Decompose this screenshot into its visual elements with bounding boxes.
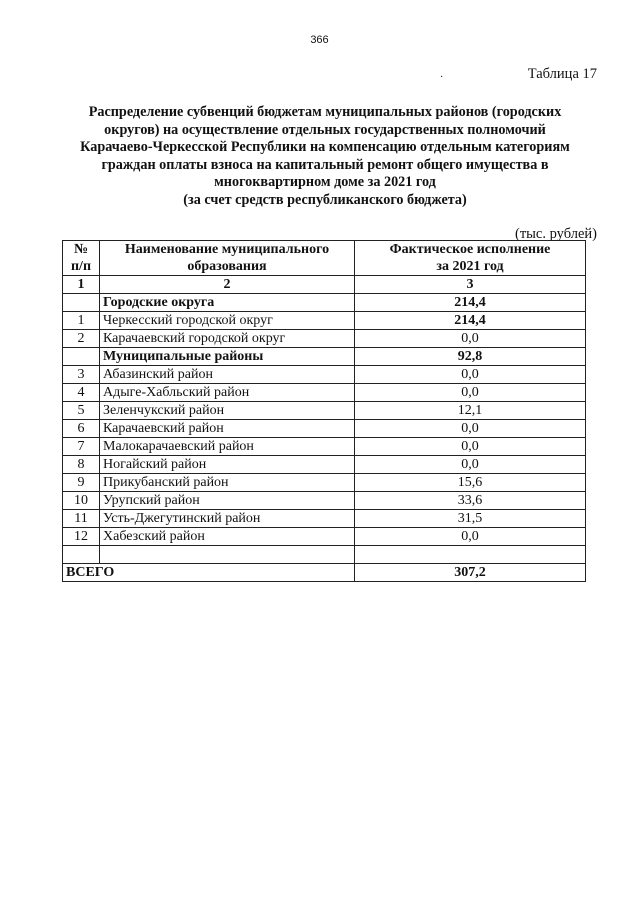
table-row-group-districts	[63, 348, 586, 366]
row-value: 92,8	[355, 348, 586, 366]
table-row-group-urban	[63, 294, 586, 312]
row-name: Хабезский район	[100, 528, 355, 546]
table-row	[63, 420, 586, 438]
row-name: Черкесский городской округ	[100, 312, 355, 330]
header-value-line: за 2021 год	[436, 259, 504, 274]
row-num: 10	[63, 492, 100, 510]
header-name-line: Наименование муниципального	[124, 242, 330, 257]
row-value: 0,0	[355, 330, 586, 348]
index-cell: 2	[100, 276, 355, 294]
row-num: 3	[63, 366, 100, 384]
index-cell: 3	[355, 276, 586, 294]
table-row	[63, 510, 586, 528]
row-value: 214,4	[355, 312, 586, 330]
total-label: ВСЕГО	[63, 564, 355, 582]
row-num: 8	[63, 456, 100, 474]
row-value: 0,0	[355, 384, 586, 402]
title-line: (за счет средств республиканского бюджета)	[183, 191, 467, 208]
row-name: Усть-Джегутинский район	[100, 510, 355, 528]
table-row	[63, 438, 586, 456]
row-name: Карачаевский городской округ	[100, 330, 355, 348]
title-line: Карачаево-Черкесской Республики на компенсацию отдельным категориям	[80, 139, 570, 156]
row-num: 2	[63, 330, 100, 348]
row-num: 11	[63, 510, 100, 528]
row-num: 6	[63, 420, 100, 438]
empty-row	[63, 546, 586, 564]
header-value	[355, 241, 586, 276]
row-name: Городские округа	[100, 294, 355, 312]
row-name: Адыге-Хабльский район	[100, 384, 355, 402]
table-row	[63, 366, 586, 384]
row-value: 31,5	[355, 510, 586, 528]
empty-cell	[100, 546, 355, 564]
row-num	[63, 348, 100, 366]
empty-cell	[355, 546, 586, 564]
table-row	[63, 492, 586, 510]
row-name: Карачаевский район	[100, 420, 355, 438]
row-value: 12,1	[355, 402, 586, 420]
title-line: округов) на осуществление отдельных государственных полномочий	[104, 121, 546, 138]
table-row	[63, 402, 586, 420]
title-line: граждан оплаты взноса на капитальный ремонт общего имущества в	[101, 156, 549, 173]
units-label: (тыс. рублей)	[515, 226, 597, 242]
row-num: 7	[63, 438, 100, 456]
header-num-line: п/п	[70, 259, 92, 274]
column-index-row	[63, 276, 586, 294]
header-num-line: №	[73, 242, 89, 257]
header-num	[63, 241, 100, 276]
total-value: 307,2	[355, 564, 586, 582]
subvention-table	[62, 240, 586, 582]
document-title	[60, 104, 590, 210]
row-name: Прикубанский район	[100, 474, 355, 492]
row-value: 0,0	[355, 456, 586, 474]
row-num: 12	[63, 528, 100, 546]
table-label: Таблица 17	[527, 66, 597, 82]
row-num	[63, 294, 100, 312]
page-number: 366	[310, 34, 329, 46]
row-name: Абазинский район	[100, 366, 355, 384]
row-num: 9	[63, 474, 100, 492]
header-value-line: Фактическое исполнение	[389, 242, 551, 257]
scan-dot: ·	[440, 72, 444, 83]
row-name: Урупский район	[100, 492, 355, 510]
row-name: Ногайский район	[100, 456, 355, 474]
row-value: 0,0	[355, 366, 586, 384]
row-value: 0,0	[355, 420, 586, 438]
row-name: Муниципальные районы	[100, 348, 355, 366]
header-name	[100, 241, 355, 276]
row-num: 5	[63, 402, 100, 420]
row-value: 214,4	[355, 294, 586, 312]
row-value: 33,6	[355, 492, 586, 510]
title-line: Распределение субвенций бюджетам муниципальных районов (городских	[88, 104, 562, 120]
row-value: 15,6	[355, 474, 586, 492]
table-row	[63, 384, 586, 402]
row-name: Зеленчукский район	[100, 402, 355, 420]
table-row	[63, 474, 586, 492]
row-num: 1	[63, 312, 100, 330]
row-value: 0,0	[355, 438, 586, 456]
table-row	[63, 312, 586, 330]
empty-cell	[63, 546, 100, 564]
header-row	[63, 241, 586, 276]
table-row	[63, 330, 586, 348]
table-row	[63, 456, 586, 474]
title-line: многоквартирном доме за 2021 год	[214, 174, 436, 191]
header-name-line: образования	[187, 259, 267, 274]
row-value: 0,0	[355, 528, 586, 546]
row-num: 4	[63, 384, 100, 402]
table-row	[63, 528, 586, 546]
index-cell: 1	[63, 276, 100, 294]
total-row	[63, 564, 586, 582]
row-name: Малокарачаевский район	[100, 438, 355, 456]
